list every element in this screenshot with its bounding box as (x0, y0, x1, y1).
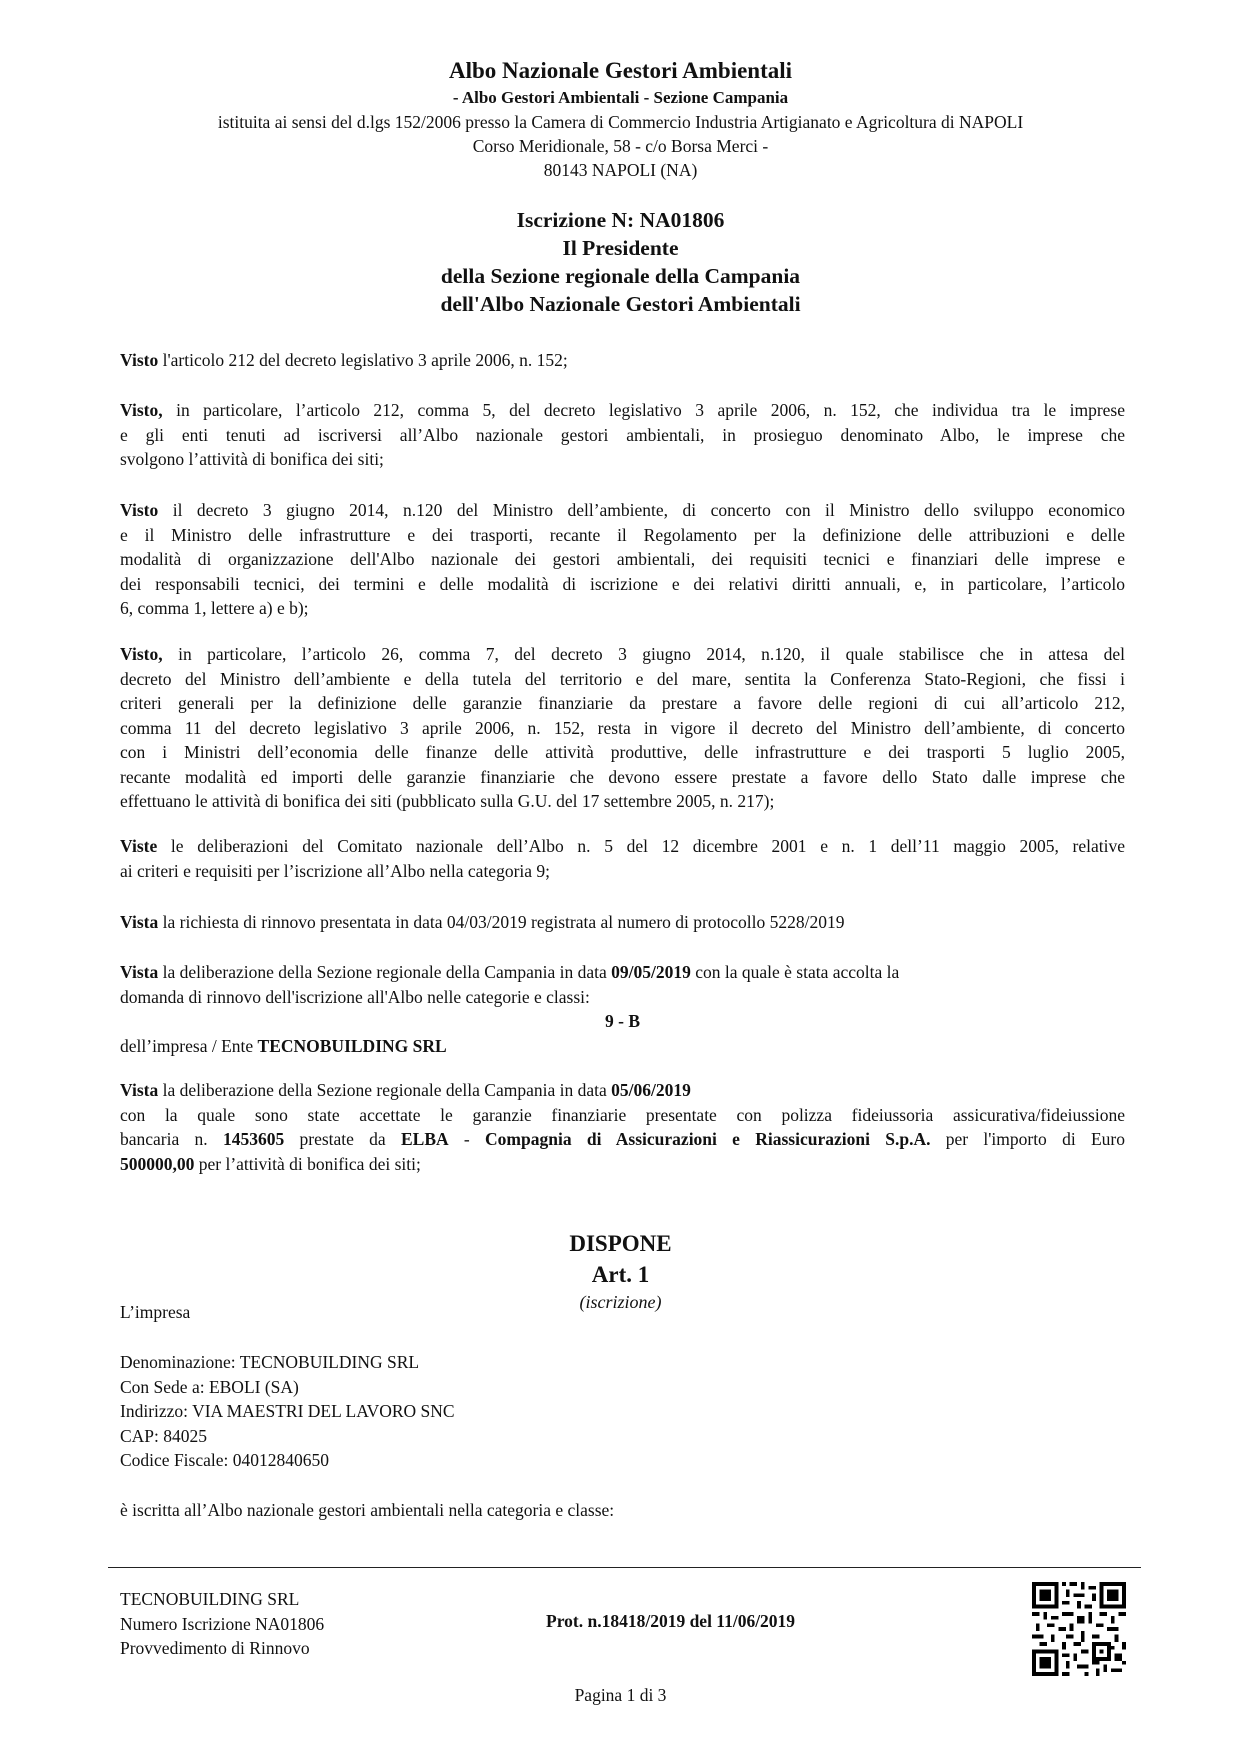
company-denominazione: Denominazione: TECNOBUILDING SRL (120, 1352, 420, 1372)
paragraph-text: prestate da (284, 1129, 401, 1149)
paragraph-vista-8 (120, 1078, 1125, 1176)
paragraph-line: svolgono l’attività di bonifica dei siti; (120, 449, 384, 469)
paragraph-line: criteri generali per la definizione delle garanzie finanziarie da prestare a favore delle regioni di cui all’articolo 212, (120, 693, 1125, 713)
registration-statement: è iscritta all’Albo nazionale gestori ambientali nella categoria e classe: (120, 1500, 615, 1520)
company-details (120, 1350, 1125, 1473)
category-class: 9 - B (605, 1011, 640, 1031)
header-city: 80143 NAPOLI (NA) (543, 160, 698, 180)
footer-info (120, 1587, 324, 1661)
paragraph-line: dei responsabili tecnici, dei termini e delle modalità di iscrizione e dei relativi diritti annuali, e, in particolare, l’articolo (120, 573, 1125, 594)
lead-word: Visto (120, 350, 159, 370)
paragraph-text: con la quale è stata accolta la (690, 962, 900, 982)
president-heading: Il Presidente (562, 236, 679, 260)
footer-company: TECNOBUILDING SRL (120, 1589, 300, 1609)
registration-number: Iscrizione N: NA01806 (516, 208, 725, 232)
company-intro: L’impresa (120, 1302, 191, 1322)
paragraph-line: in particolare, l’articolo 212, comma 5, del decreto legislativo 3 aprile 2006, n. 152, che individua tra le imprese (162, 400, 1125, 420)
article-subtitle: (iscrizione) (579, 1292, 662, 1312)
lead-word: Vista (120, 962, 159, 982)
paragraph-vista-7 (120, 960, 1125, 1058)
guarantee-date: 05/06/2019 (611, 1080, 691, 1100)
paragraph-viste-5 (120, 834, 1125, 883)
company-codice-fiscale: Codice Fiscale: 04012840650 (120, 1450, 330, 1470)
lead-word: Vista (120, 912, 159, 932)
footer-provvedimento: Provvedimento di Rinnovo (120, 1638, 310, 1658)
company-indirizzo: Indirizzo: VIA MAESTRI DEL LAVORO SNC (120, 1401, 455, 1421)
paragraph-line: comma 11 del decreto legislativo 3 aprile 2006, n. 152, resta in vigore il decreto del Ministro dell’ambiente, di concerto (120, 717, 1125, 738)
paragraph-visto-1 (120, 348, 1125, 373)
paragraph-visto-2 (120, 398, 1125, 472)
header-subtitle: - Albo Gestori Ambientali - Sezione Campania (452, 88, 789, 107)
paragraph-vista-6 (120, 910, 1125, 935)
company-sede: Con Sede a: EBOLI (SA) (120, 1376, 299, 1397)
insurer-name: ELBA (400, 1129, 449, 1149)
paragraph-line: con la quale sono state accettate le garanzie finanziarie presentate con polizza fideiussoria assicurativa/fideiussione (120, 1104, 1125, 1125)
paragraph-visto-4 (120, 642, 1125, 814)
paragraph-text: per l’attività di bonifica dei siti; (194, 1153, 421, 1174)
header-address: Corso Meridionale, 58 - c/o Borsa Merci - (472, 136, 769, 156)
lead-word: Visto, (120, 400, 163, 420)
footer-registration-number: Numero Iscrizione NA01806 (120, 1613, 325, 1634)
paragraph-line: e gli enti tenuti ad iscriversi all’Albo nazionale gestori ambientali, in prosieguo denominato Albo, le imprese che (120, 424, 1125, 445)
deliberation-date: 09/05/2019 (611, 962, 691, 982)
footer-protocol: Prot. n.18418/2019 del 11/06/2019 (546, 1611, 796, 1631)
paragraph-line: in particolare, l’articolo 26, comma 7, del decreto 3 giugno 2014, n.120, il quale stabilisce che in attesa del (162, 644, 1125, 664)
paragraph-line: decreto del Ministro dell’ambiente e della tutela del territorio e del mare, sentita la Conferenza Stato-Regioni, che fissi i (120, 668, 1125, 689)
paragraph-text: - (448, 1129, 486, 1149)
albo-heading: dell'Albo Nazionale Gestori Ambientali (440, 292, 801, 316)
paragraph-line: e il Ministro delle infrastrutture e dei trasporti, recante il Regolamento per la definizione delle attribuzioni e delle (120, 524, 1125, 545)
paragraph-text: l'articolo 212 del decreto legislativo 3 aprile 2006, n. 152; (158, 350, 568, 370)
insurer-full-name: Compagnia di Assicurazioni e Riassicurazioni S.p.A. (485, 1129, 931, 1149)
page-number: Pagina 1 di 3 (574, 1685, 667, 1705)
paragraph-line: recante modalità ed importi delle garanzie finanziarie che devono essere prestate a favore dello Stato dalle imprese che (120, 766, 1125, 787)
lead-word: Vista (120, 1080, 159, 1100)
lead-word: Visto (120, 500, 159, 520)
paragraph-line: il decreto 3 giugno 2014, n.120 del Ministro dell’ambiente, di concerto con il Ministro dello sviluppo economico (158, 500, 1125, 520)
paragraph-text: la deliberazione della Sezione regionale della Campania in data (158, 1080, 612, 1100)
paragraph-line: con i Ministri dell’economia delle finanze delle attività produttive, delle infrastrutture e dei trasporti 5 luglio 2005, (120, 742, 1125, 762)
footer-divider (108, 1567, 1141, 1568)
header-title: Albo Nazionale Gestori Ambientali (448, 58, 793, 83)
guarantee-amount: 500000,00 (120, 1153, 195, 1174)
paragraph-visto-3 (120, 498, 1125, 621)
dispone-heading: DISPONE (569, 1231, 672, 1256)
policy-number: 1453605 (222, 1129, 285, 1149)
paragraph-line: 6, comma 1, lettere a) e b); (120, 598, 309, 618)
paragraph-line: le deliberazioni del Comitato nazionale dell’Albo n. 5 del 12 dicembre 2001 e n. 1 dell’11 maggio 2005, relative (157, 836, 1125, 856)
paragraph-text: per l'importo di Euro (930, 1129, 1126, 1149)
lead-word: Viste (120, 836, 158, 856)
company-cap: CAP: 84025 (120, 1425, 208, 1446)
article-heading: Art. 1 (591, 1262, 650, 1287)
paragraph-line: domanda di rinnovo dell'iscrizione all'Albo nelle categorie e classi: (120, 986, 590, 1007)
paragraph-line: modalità di organizzazione dell'Albo nazionale dei gestori ambientali, dei requisiti tecnici e finanziari delle imprese e (120, 549, 1125, 569)
paragraph-line: effettuano le attività di bonifica dei siti (pubblicato sulla G.U. del 17 settembre 2005, n. 217); (120, 791, 775, 811)
paragraph-text: la deliberazione della Sezione regionale della Campania in data (158, 962, 612, 982)
qr-code-icon (1032, 1582, 1126, 1676)
header-legal-basis: istituita ai sensi del d.lgs 152/2006 presso la Camera di Commercio Industria Artigianato e Agricoltura di NAPOLI (217, 112, 1024, 132)
paragraph-text: bancaria n. (120, 1129, 223, 1149)
lead-word: Visto, (120, 644, 163, 664)
paragraph-text: la richiesta di rinnovo presentata in data 04/03/2019 registrata al numero di protocollo 5228/2019 (158, 912, 845, 932)
section-heading: della Sezione regionale della Campania (440, 264, 801, 288)
company-name: TECNOBUILDING SRL (257, 1035, 447, 1056)
paragraph-line: ai criteri e requisiti per l’iscrizione all’Albo nella categoria 9; (120, 860, 551, 881)
paragraph-text: dell’impresa / Ente (120, 1035, 258, 1056)
